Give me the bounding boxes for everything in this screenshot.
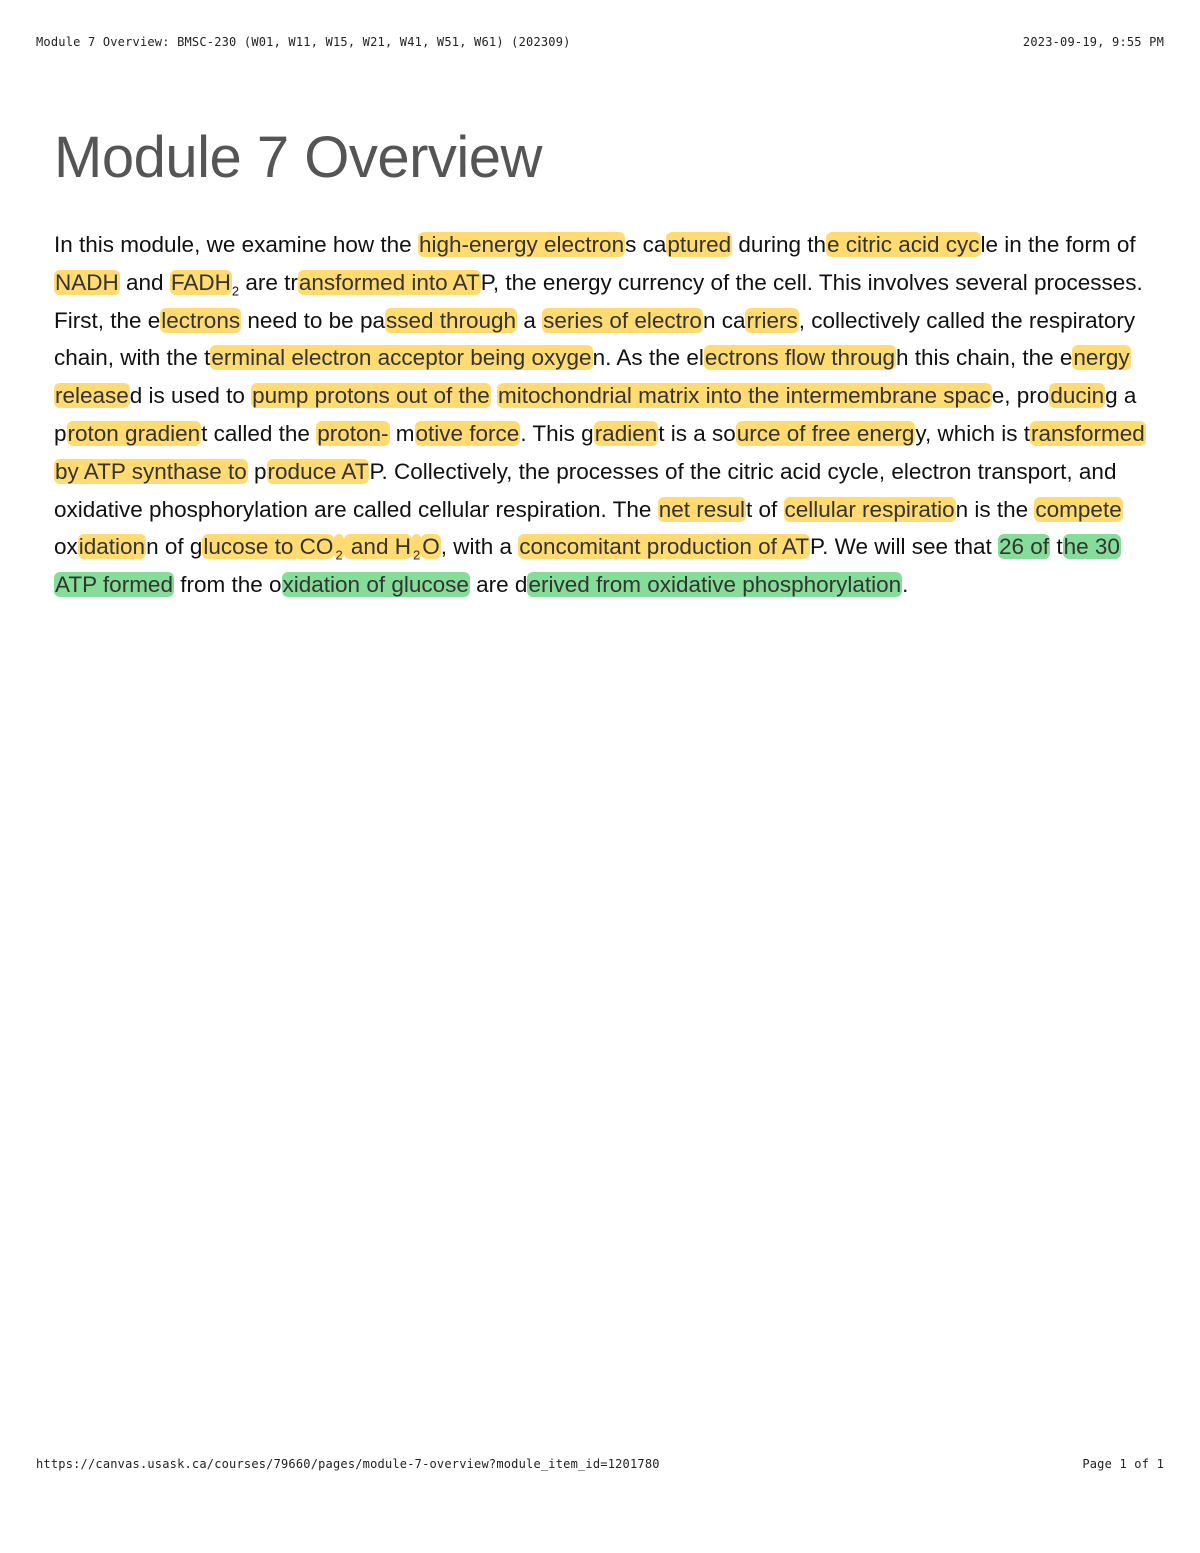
green-highlight xyxy=(527,572,902,597)
paragraph-text: n of g xyxy=(146,534,203,560)
paragraph-text: d is used to xyxy=(129,383,252,409)
yellow-highlight xyxy=(658,497,746,522)
highlighted-text: mitochondrial matrix into the intermembrane spac xyxy=(498,383,991,409)
highlighted-text: radien xyxy=(594,420,658,446)
yellow-highlight xyxy=(344,534,412,559)
highlighted-text: lucose to CO xyxy=(203,534,334,560)
highlighted-text: FADH xyxy=(170,269,231,295)
paragraph-text: P. We will see that xyxy=(810,534,999,560)
paragraph-text: are d xyxy=(469,572,528,598)
paragraph-text: , collectively called the respiratory chain, with the t xyxy=(54,307,1136,371)
yellow-highlight xyxy=(78,534,146,559)
highlighted-text: proton- xyxy=(317,420,389,446)
highlighted-text: 26 of xyxy=(999,534,1050,560)
paragraph-text: . xyxy=(902,572,909,598)
yellow-highlight xyxy=(497,383,992,408)
yellow-highlight xyxy=(704,345,896,370)
yellow-highlight xyxy=(385,308,517,333)
yellow-highlight xyxy=(298,270,481,295)
highlighted-text: concomitant production of AT xyxy=(519,534,809,560)
paragraph-text: are tr xyxy=(239,269,298,295)
yellow-highlight xyxy=(170,270,232,295)
paragraph-text: g a p xyxy=(54,383,1137,446)
yellow-highlight xyxy=(1034,497,1122,522)
paragraph-text: t of xyxy=(746,496,784,522)
highlighted-text: urce of free energ xyxy=(736,420,915,446)
yellow-highlight xyxy=(1049,383,1105,408)
yellow-highlight xyxy=(736,421,916,446)
highlighted-text: ptured xyxy=(667,232,732,257)
yellow-highlight xyxy=(518,534,810,559)
paragraph-text: . This g xyxy=(520,420,594,446)
overview-paragraph xyxy=(54,226,1149,604)
print-header-timestamp: 2023-09-19, 9:55 PM xyxy=(1022,35,1164,49)
paragraph-text: e, pro xyxy=(991,383,1050,409)
highlighted-text: erived from oxidative phosphorylation xyxy=(528,572,902,598)
yellow-highlight xyxy=(202,534,334,559)
highlighted-text: otive force xyxy=(415,420,520,446)
paragraph-text: le in the form of xyxy=(980,232,1136,257)
highlighted-text: nergy release xyxy=(55,345,1130,409)
print-footer-url: https://canvas.usask.ca/courses/79660/pages/module-7-overview?module_item_id=1201780 xyxy=(36,1457,660,1471)
yellow-highlight xyxy=(594,421,659,446)
yellow-highlight xyxy=(316,421,389,446)
highlighted-text: 2 xyxy=(335,547,343,563)
paragraph-text: h this chain, the e xyxy=(896,345,1073,371)
paragraph-text: need to be pa xyxy=(241,307,385,333)
highlighted-text: high-energy electron xyxy=(418,232,625,257)
paragraph-text: , with a xyxy=(440,534,519,560)
highlighted-text: ssed through xyxy=(385,307,517,333)
yellow-highlight xyxy=(666,232,732,257)
yellow-highlight xyxy=(542,308,703,333)
highlighted-text: e citric acid cyc xyxy=(826,232,980,257)
highlighted-text: ducin xyxy=(1050,383,1105,409)
yellow-highlight xyxy=(826,232,981,257)
paragraph-text: t xyxy=(1050,534,1063,560)
yellow-highlight xyxy=(267,459,370,484)
highlighted-text: net resul xyxy=(658,496,745,522)
highlighted-text: 2 xyxy=(412,547,421,563)
highlighted-text: erminal electron acceptor being oxyge xyxy=(211,345,592,371)
highlighted-text: O xyxy=(422,534,440,560)
print-header-title: Module 7 Overview: BMSC-230 (W01, W11, W15, W21, W41, W51, W61) (202309) xyxy=(36,35,571,49)
subscript-text: 2 xyxy=(231,283,240,299)
paragraph-text: n is the xyxy=(955,496,1035,522)
yellow-highlight xyxy=(210,345,592,370)
highlighted-text: ectrons flow throug xyxy=(704,345,895,371)
print-footer-page-number: Page 1 of 1 xyxy=(1082,1457,1164,1471)
paragraph-text: P, the energy currency of the cell. This involves several processes. First, the e xyxy=(54,269,1143,333)
green-highlight xyxy=(282,572,470,597)
yellow-highlight xyxy=(784,497,956,522)
highlighted-text: idation xyxy=(78,534,146,560)
paragraph-text: during th xyxy=(732,232,826,257)
highlighted-text: roton gradien xyxy=(67,420,201,446)
highlighted-text: pump protons out of the xyxy=(252,383,490,409)
paragraph-text: m xyxy=(389,420,415,446)
paragraph-text: In this module, we examine how the xyxy=(54,232,418,257)
yellow-highlight xyxy=(418,232,625,257)
paragraph-text: from the o xyxy=(173,572,282,598)
paragraph-text: and xyxy=(119,269,170,295)
page-title: Module 7 Overview xyxy=(54,125,542,190)
highlighted-text: roduce AT xyxy=(267,458,369,484)
yellow-highlight xyxy=(412,534,421,563)
highlighted-text: cellular respiratio xyxy=(784,496,955,522)
paragraph-text: y, which is t xyxy=(915,420,1030,446)
yellow-highlight xyxy=(251,383,491,408)
paragraph-text: n. As the el xyxy=(592,345,704,371)
yellow-highlight xyxy=(67,421,202,446)
highlighted-text: xidation of glucose xyxy=(282,572,469,598)
highlighted-text: ransformed by ATP synthase to xyxy=(55,420,1145,484)
paragraph-text: p xyxy=(247,458,267,484)
paragraph-text: s ca xyxy=(625,232,667,257)
highlighted-text: he 30 ATP formed xyxy=(55,534,1120,598)
green-highlight xyxy=(998,534,1050,559)
paragraph-text: a xyxy=(517,307,543,333)
paragraph-text: n ca xyxy=(702,307,746,333)
yellow-highlight xyxy=(421,534,441,559)
paragraph-text: P. Collectively, the processes of the citric acid cycle, electron transport, and oxidative phosphorylation are called cellular respiration. The xyxy=(54,458,1117,522)
yellow-highlight xyxy=(334,534,343,563)
yellow-highlight xyxy=(54,270,120,295)
highlighted-text: NADH xyxy=(55,269,119,295)
highlighted-text: compete xyxy=(1035,496,1122,522)
paragraph-text: t called the xyxy=(201,420,317,446)
yellow-highlight xyxy=(745,308,798,333)
paragraph-text: ox xyxy=(54,534,78,560)
paragraph-text: t is a so xyxy=(658,420,736,446)
highlighted-text: ansformed into AT xyxy=(298,269,480,295)
highlighted-text: rriers xyxy=(746,307,798,333)
yellow-highlight xyxy=(160,308,241,333)
highlighted-text: series of electro xyxy=(543,307,702,333)
highlighted-text: lectrons xyxy=(161,307,241,333)
yellow-highlight xyxy=(415,421,521,446)
highlighted-text: and H xyxy=(344,534,411,560)
